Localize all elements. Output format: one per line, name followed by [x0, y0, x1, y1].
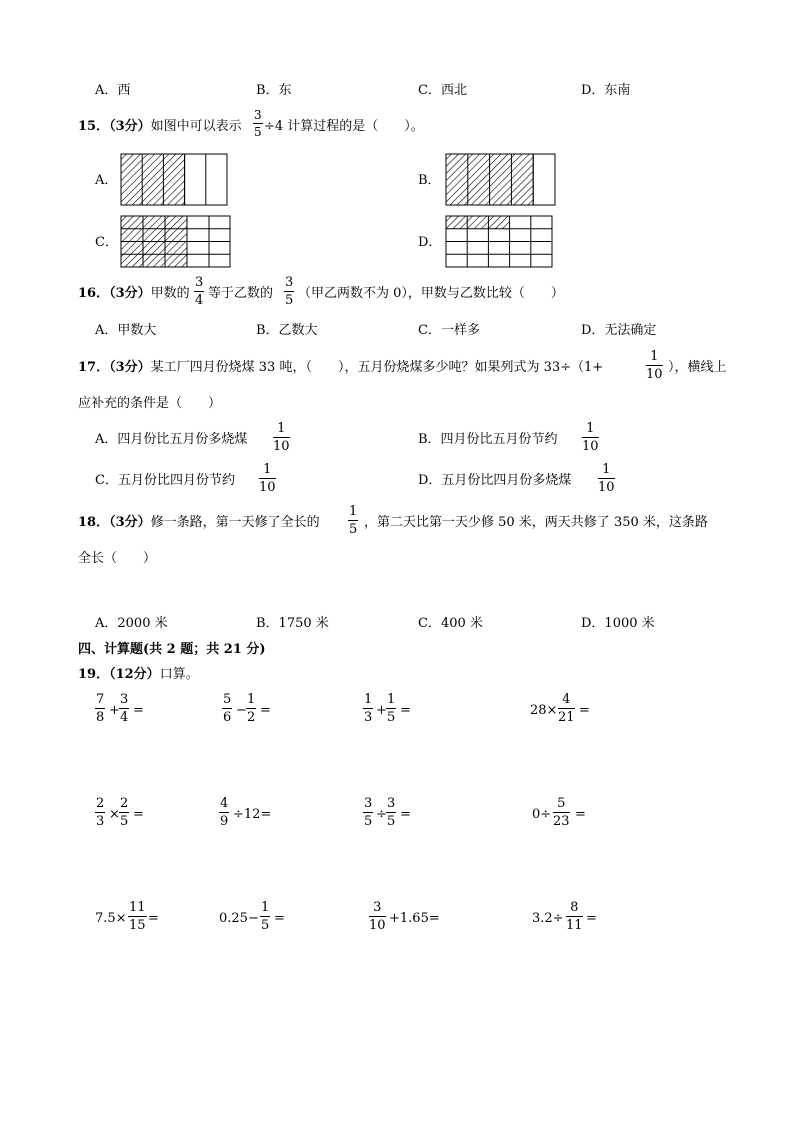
q16-fraction-2: [284, 276, 294, 307]
num: 3: [120, 692, 129, 707]
q17-option-c[interactable]: C．五月份比四月份节约: [95, 473, 235, 488]
q17-option-d-fraction: [598, 463, 615, 494]
q16-text2: 等于乙数的: [208, 286, 274, 301]
q17-option-a-fraction: [273, 422, 290, 453]
q15-label-b[interactable]: B．: [418, 173, 441, 188]
q19-r2e3-frac-b: [386, 797, 396, 828]
q19-r1e1-eq: =: [133, 703, 144, 718]
q19-stem: [78, 668, 199, 681]
q19-r3e2-lead: 0.25−: [219, 911, 259, 926]
q19-r2e3-frac-a: [363, 797, 373, 828]
q19-r2e1-frac-b: [119, 797, 129, 828]
den: 3: [96, 814, 105, 829]
q17-b-num: 1: [582, 422, 599, 438]
q15-text-before: 如图中可以表示: [150, 119, 242, 134]
q17-c-den: 10: [259, 480, 276, 495]
q17-option-b[interactable]: B．四月份比五月份节约: [418, 432, 558, 447]
q15-figure-d[interactable]: [445, 215, 555, 270]
q18-option-b[interactable]: B．1750 米: [256, 616, 329, 631]
q19-r3e2-eq: =: [274, 911, 285, 926]
q14-option-b[interactable]: B．东: [256, 83, 292, 98]
q14-option-a[interactable]: A．西: [95, 83, 131, 98]
q19-r2e1-eq: =: [133, 807, 144, 822]
q17-option-b-fraction: [582, 422, 599, 453]
q19-r1e4-eq: =: [579, 703, 590, 718]
num: 5: [223, 692, 232, 707]
q15-frac-num: 3: [254, 108, 262, 122]
q17-f-num: 1: [646, 350, 663, 366]
q18-text1: 修一条路，第一天修了全长的: [150, 515, 320, 530]
q17-option-c-fraction: [259, 463, 276, 494]
q16-f1-num: 3: [195, 275, 204, 290]
q19-r1e2-eq: =: [260, 703, 271, 718]
q19-r1e3-eq: =: [400, 703, 411, 718]
num: 1: [247, 692, 256, 707]
q18-option-d[interactable]: D．1000 米: [581, 616, 655, 631]
num: 1: [387, 692, 396, 707]
den: 5: [364, 814, 373, 829]
num: 3: [364, 796, 373, 811]
q17-option-d[interactable]: D．五月份比四月份多烧煤: [418, 473, 572, 488]
q16-fraction-1: [194, 276, 204, 307]
q19-score: （12分）: [109, 667, 160, 682]
num: 3: [369, 901, 386, 917]
num: 2: [120, 796, 129, 811]
q17-c-num: 1: [259, 463, 276, 479]
q16-text1: 甲数的: [150, 286, 190, 301]
q18-fraction: [348, 505, 358, 536]
den: 3: [364, 710, 373, 725]
q16-option-c[interactable]: C．一样多: [418, 323, 480, 338]
q17-text2: ），横线上: [668, 360, 727, 375]
num: 1: [261, 900, 270, 915]
q17-d-num: 1: [598, 463, 615, 479]
q17-number: 17．: [78, 360, 110, 375]
num: 3: [387, 796, 396, 811]
q16-option-a[interactable]: A．甲数大: [95, 323, 157, 338]
q17-a-num: 1: [273, 422, 290, 438]
q19-r2e1-frac-a: [95, 797, 105, 828]
den: 5: [120, 814, 129, 829]
q19-r3e3-tail: +1.65=: [389, 911, 440, 926]
q15-figure-a[interactable]: [120, 153, 230, 208]
q19-r2e3-eq: =: [400, 807, 411, 822]
section-4-title: 四、计算题(共 2 题；共 21 分): [78, 642, 266, 657]
q18-option-c[interactable]: C．400 米: [418, 616, 483, 631]
den: 9: [220, 814, 229, 829]
num: 5: [553, 797, 570, 813]
q19-text: 口算。: [159, 667, 199, 682]
den: 21: [558, 710, 575, 725]
den: 15: [129, 918, 146, 933]
q17-option-a[interactable]: A．四月份比五月份多烧煤: [95, 432, 248, 447]
num: 11: [129, 900, 146, 915]
q18-stem: [78, 516, 320, 529]
q19-r2e4-lead: 0÷: [532, 807, 552, 822]
q19-r2e2-frac-a: [219, 797, 229, 828]
q19-r3e2-frac: [260, 901, 270, 932]
q19-r1e3-frac-a: [363, 693, 373, 724]
q14-option-c[interactable]: C．西北: [418, 83, 467, 98]
q17-stem: [78, 361, 603, 374]
q15-frac-den: 5: [254, 125, 262, 139]
q18-f-den: 5: [349, 522, 358, 537]
q17-d-den: 10: [598, 480, 615, 495]
den: 4: [120, 710, 129, 725]
q17-fraction: [646, 350, 663, 381]
q17-score: （3分）: [109, 360, 151, 375]
q15-score: （3分）: [109, 119, 151, 134]
q15-label-d[interactable]: D．: [418, 235, 442, 250]
q18-text2: ，第二天比第一天少修 50 米，两天共修了 350 米，这条路: [364, 515, 708, 530]
q17-b-den: 10: [582, 439, 599, 454]
q19-r2e4-frac: [553, 797, 570, 828]
q16-option-b[interactable]: B．乙数大: [256, 323, 318, 338]
q19-r2e4-eq: =: [575, 807, 586, 822]
q15-fraction: [253, 109, 263, 138]
num: 7: [96, 692, 105, 707]
q16-option-d[interactable]: D．无法确定: [581, 323, 657, 338]
den: 8: [96, 710, 105, 725]
q18-option-a[interactable]: A．2000 米: [95, 616, 168, 631]
q19-r1e3-frac-b: [386, 693, 396, 724]
q16-text3: （甲乙两数不为 0），甲数与乙数比较（ ）: [298, 286, 564, 301]
num: 1: [364, 692, 373, 707]
q15-figure-c[interactable]: [120, 215, 232, 270]
q18-number: 18．: [78, 515, 110, 530]
q19-r3e1-frac: [128, 901, 147, 932]
den: 23: [553, 814, 570, 829]
q16-score: （3分）: [109, 286, 151, 301]
den: 5: [387, 814, 396, 829]
num: 4: [220, 796, 229, 811]
q19-number: 19．: [78, 667, 110, 682]
q19-r1e2-frac-b: [246, 693, 256, 724]
q16-f2-den: 5: [285, 293, 294, 308]
q15-label-a[interactable]: A．: [95, 173, 118, 188]
q19-r3e1-eq: =: [148, 911, 159, 926]
q15-number: 15．: [78, 119, 110, 134]
q19-r3e4-eq: =: [586, 911, 597, 926]
q15-stem: [78, 120, 242, 133]
q19-r1e3-op: +: [376, 703, 387, 718]
q19-r1e1-frac-a: [95, 693, 105, 724]
q18-score: （3分）: [109, 515, 151, 530]
num: 4: [558, 693, 575, 709]
q17-text1: 某工厂四月份烧煤 33 吨，（ ），五月份烧煤多少吨？如果列式为 33÷（1+: [150, 360, 604, 375]
q19-r1e2-frac-a: [222, 693, 232, 724]
q19-r1e1-frac-b: [119, 693, 129, 724]
q19-r1e4-lead: 28×: [530, 703, 558, 718]
q15-label-c[interactable]: C．: [95, 235, 118, 250]
q16-f1-den: 4: [195, 293, 204, 308]
den: 5: [261, 918, 270, 933]
q15-figure-b[interactable]: [445, 153, 557, 208]
q18-f-num: 1: [349, 504, 358, 519]
q17-line2: 应补充的条件是（ ）: [78, 396, 222, 411]
den: 10: [369, 918, 386, 933]
q15-text-after: ÷4 计算过程的是（ ）。: [264, 119, 424, 134]
den: 6: [223, 710, 232, 725]
q19-r3e3-frac: [369, 901, 386, 932]
q19-r2e2-tail: ÷12=: [233, 807, 272, 822]
q14-option-d[interactable]: D．东南: [581, 83, 631, 98]
num: 8: [566, 901, 583, 917]
q19-r3e1-lead: 7.5×: [95, 911, 127, 926]
q19-r3e4-frac: [566, 901, 583, 932]
q19-r2e1-op: ×: [109, 807, 120, 822]
num: 2: [96, 796, 105, 811]
q16-f2-num: 3: [285, 275, 294, 290]
q17-f-den: 10: [646, 367, 663, 382]
q18-line2: 全长（ ）: [78, 551, 157, 566]
q17-a-den: 10: [273, 439, 290, 454]
q19-r1e4-frac: [558, 693, 575, 724]
q16-stem: [78, 287, 190, 300]
q16-number: 16．: [78, 286, 110, 301]
den: 2: [247, 710, 256, 725]
q19-r1e2-op: −: [236, 703, 247, 718]
den: 5: [387, 710, 396, 725]
den: 11: [566, 918, 583, 933]
q19-r3e4-lead: 3.2÷: [532, 911, 564, 926]
q19-r2e3-op: ÷: [376, 807, 387, 822]
q19-r1e1-op: +: [109, 703, 120, 718]
